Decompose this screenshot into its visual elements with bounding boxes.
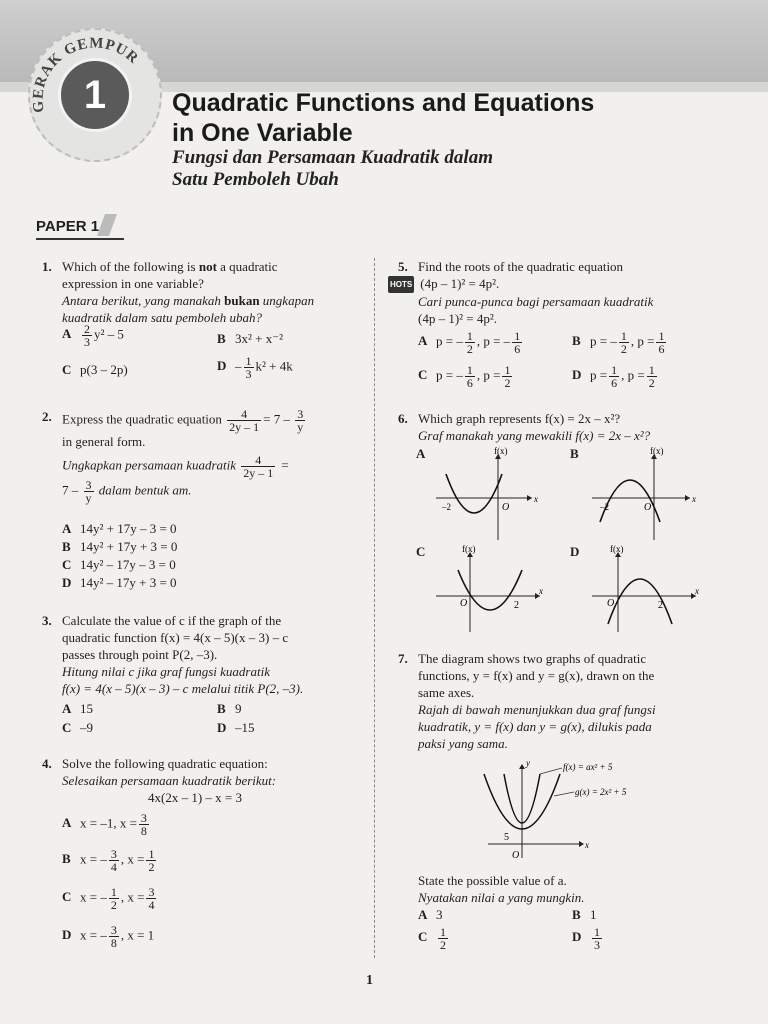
q6-graph-d — [592, 542, 702, 634]
y-axis-label: f(x) — [650, 446, 664, 456]
q4-equation: 4x(2x – 1) – x = 3 — [148, 790, 242, 805]
q7-text-ms-2: kuadratik, y = f(x) dan y = g(x), dilukis pada — [418, 719, 652, 734]
q3-text-en-3: passes through point P(2, –3). — [62, 647, 218, 662]
q6-graph-b — [592, 446, 702, 542]
y-axis-arrow — [519, 764, 525, 769]
q2-text-ms-2: 7 – $\frac{3}{y}$ dalam bentuk am. — [62, 478, 192, 505]
question-4 — [42, 755, 367, 806]
intercept-label: 2 — [658, 600, 663, 611]
q5-text-en-2: HOTS (4p – 1)² = 4p². — [390, 276, 500, 291]
q7-option-a[interactable]: A 3 — [418, 907, 443, 922]
q3-text-en-1: Calculate the value of c if the graph of the — [62, 613, 282, 628]
q6-option-d[interactable]: D — [570, 544, 580, 559]
q2-option-c[interactable]: C 14y² – 17y – 3 = 0 — [62, 557, 176, 572]
q7-ask-en: State the possible value of a. — [418, 873, 567, 888]
q6-option-b[interactable]: B — [570, 446, 579, 461]
question-number: 1. — [42, 259, 52, 274]
q2-text-en: Express the quadratic equation $\frac{4}{2y - 1}$ = 7 – $\frac{3}{y}$ — [62, 407, 304, 434]
q3-text-ms-1: Hitung nilai c jika graf fungsi kuadratik — [62, 664, 270, 679]
q7-text-en-2: functions, y = f(x) and y = g(x), drawn on the — [418, 668, 655, 683]
q3-option-d[interactable]: D –15 — [217, 720, 255, 735]
q6-text-en: Which graph represents f(x) = 2x – x²? — [418, 411, 621, 426]
page-number: 1 — [366, 973, 373, 988]
paper-underline — [36, 238, 124, 240]
f-label: f(x) = ax² + 5 — [563, 762, 613, 772]
x-axis-label: x — [692, 494, 696, 504]
q6-graph-a — [436, 446, 546, 542]
q4-text-ms: Selesaikan persamaan kuadratik berikut: — [62, 773, 277, 788]
q1-option-a[interactable]: A $\frac{2}{3}$ y² – 5 — [62, 322, 124, 349]
g-label: g(x) = 2x² + 5 — [575, 787, 627, 797]
q2-text-ms: Ungkapkan persamaan kuadratik $\frac{4}{2y - 1}$ = — [62, 453, 290, 480]
q2-option-b[interactable]: B 14y² + 17y + 3 = 0 — [62, 539, 178, 554]
q6-option-c[interactable]: C — [416, 544, 426, 559]
chapter-title-ms: Fungsi dan Persamaan Kuadratik dalam Satu Pemboleh Ubah — [172, 147, 493, 190]
q3-option-c[interactable]: C –9 — [62, 720, 93, 735]
q6-graph-c — [436, 542, 546, 634]
q7-text-ms-1: Rajah di bawah menunjukkan dua graf fungsi — [418, 702, 656, 717]
origin-label: O — [644, 502, 652, 513]
parabola — [600, 480, 660, 522]
question-number: 7. — [398, 651, 408, 666]
q7-option-b[interactable]: B 1 — [572, 907, 597, 922]
svg-text:GERAK GEMPUR: GERAK GEMPUR — [30, 35, 142, 114]
x-axis-arrow — [685, 495, 690, 501]
q7-text-ms-3: paksi yang sama. — [418, 736, 508, 751]
paper-label: PAPER 1 — [36, 214, 113, 236]
q4-option-b[interactable]: B x = – $\frac{3}{4}$ , x = $\frac{1}{2}$ — [62, 847, 155, 874]
origin-label: O — [607, 598, 615, 609]
q5-option-a[interactable]: A p = – $\frac{1}{2}$ , p = – $\frac{1}{6}$ — [418, 329, 521, 356]
q2-option-d[interactable]: D 14y² – 17y + 3 = 0 — [62, 575, 177, 590]
q4-option-d[interactable]: D x = – $\frac{3}{8}$ , x = 1 — [62, 923, 155, 950]
q7-ask-ms: Nyatakan nilai a yang mungkin. — [418, 890, 585, 905]
chapter-title-en: Quadratic Functions and Equations in One Variable — [172, 89, 595, 147]
question-number: 6. — [398, 411, 408, 426]
origin-label: O — [512, 850, 520, 861]
question-number: 4. — [42, 756, 52, 771]
x-axis-label: x — [534, 494, 538, 504]
q7-text-en-1: The diagram shows two graphs of quadratic — [418, 651, 647, 666]
y-axis-label: f(x) — [494, 446, 508, 456]
q7-option-d[interactable]: D $\frac{1}{3}$ — [572, 925, 600, 952]
x-axis-arrow — [527, 495, 532, 501]
parabola — [446, 474, 502, 513]
origin-label: O — [460, 598, 468, 609]
q4-option-c[interactable]: C x = – $\frac{1}{2}$ , x = $\frac{3}{4}$ — [62, 885, 155, 912]
hots-badge: HOTS — [388, 276, 414, 293]
intercept-label: 2 — [514, 600, 519, 611]
q1-option-d[interactable]: D – $\frac{1}{3}$ k² + 4k — [217, 354, 293, 381]
q6-text-ms: Graf manakah yang mewakili f(x) = 2x – x²? — [418, 428, 651, 443]
q1-text-ms: Antara berikut, yang manakah bukan ungkapan kuadratik dalam satu pemboleh ubah? — [62, 293, 315, 325]
x-axis-arrow — [579, 841, 584, 847]
q5-option-d[interactable]: D p = $\frac{1}{6}$ , p = $\frac{1}{2}$ — [572, 363, 655, 390]
question-3 — [42, 612, 367, 697]
y-axis-label: f(x) — [462, 544, 476, 554]
origin-label: O — [502, 502, 510, 513]
q4-option-a[interactable]: A x = –1, x = $\frac{3}{8}$ — [62, 811, 147, 838]
g-leader-line — [554, 792, 574, 796]
column-divider — [374, 258, 375, 958]
q5-text-en-1: Find the roots of the quadratic equation — [418, 259, 624, 274]
q7-option-c[interactable]: C $\frac{1}{2}$ — [418, 925, 446, 952]
x-axis-label: x — [695, 586, 699, 596]
q3-option-b[interactable]: B 9 — [217, 701, 242, 716]
q5-option-b[interactable]: B p = – $\frac{1}{2}$ , p = $\frac{1}{6}$ — [572, 329, 665, 356]
f-leader-line — [540, 768, 562, 774]
question-5 — [390, 258, 722, 327]
chapter-number: 1 — [58, 58, 132, 132]
q7-ask — [418, 872, 722, 906]
question-number: 5. — [398, 259, 408, 274]
question-number: 3. — [42, 613, 52, 628]
question-7 — [398, 650, 722, 752]
q3-text-en-2: quadratic function f(x) = 4(x – 5)(x – 3) – c — [62, 630, 289, 645]
q4-text-en: Solve the following quadratic equation: — [62, 756, 268, 771]
q3-text-ms-2: f(x) = 4(x – 5)(x – 3) – c melalui titik P(2, –3). — [62, 681, 304, 696]
q1-option-c[interactable]: C p(3 – 2p) — [62, 362, 128, 377]
q7-text-en-3: same axes. — [418, 685, 475, 700]
intercept-label: –2 — [600, 502, 609, 512]
x-axis-label: x — [539, 586, 543, 596]
q1-text-en: Which of the following is not a quadratic expression in one variable? — [62, 259, 278, 291]
q6-option-a[interactable]: A — [416, 446, 426, 461]
intercept-label: –2 — [442, 502, 451, 512]
q2-option-a[interactable]: A 14y² + 17y – 3 = 0 — [62, 521, 177, 536]
q5-option-c[interactable]: C p = – $\frac{1}{6}$ , p = $\frac{1}{2}$ — [418, 363, 511, 390]
q5-text-ms-1: Cari punca-punca bagi persamaan kuadratik — [418, 294, 654, 309]
q5-text-ms-2: (4p – 1)² = 4p². — [418, 311, 498, 326]
q7-diagram — [470, 756, 680, 864]
question-1 — [42, 258, 364, 326]
question-number: 2. — [42, 409, 52, 424]
x-axis-label: x — [585, 840, 589, 850]
q1-option-b[interactable]: B 3x² + x⁻² — [217, 331, 283, 346]
q2-text-en-2: in general form. — [62, 434, 146, 449]
question-6 — [398, 410, 728, 444]
intercept-label: 5 — [504, 832, 509, 843]
y-axis-label: f(x) — [610, 544, 624, 554]
parabola — [458, 570, 522, 610]
question-2 — [42, 407, 367, 505]
y-axis-label: y — [526, 758, 530, 768]
q3-option-a[interactable]: A 15 — [62, 701, 93, 716]
